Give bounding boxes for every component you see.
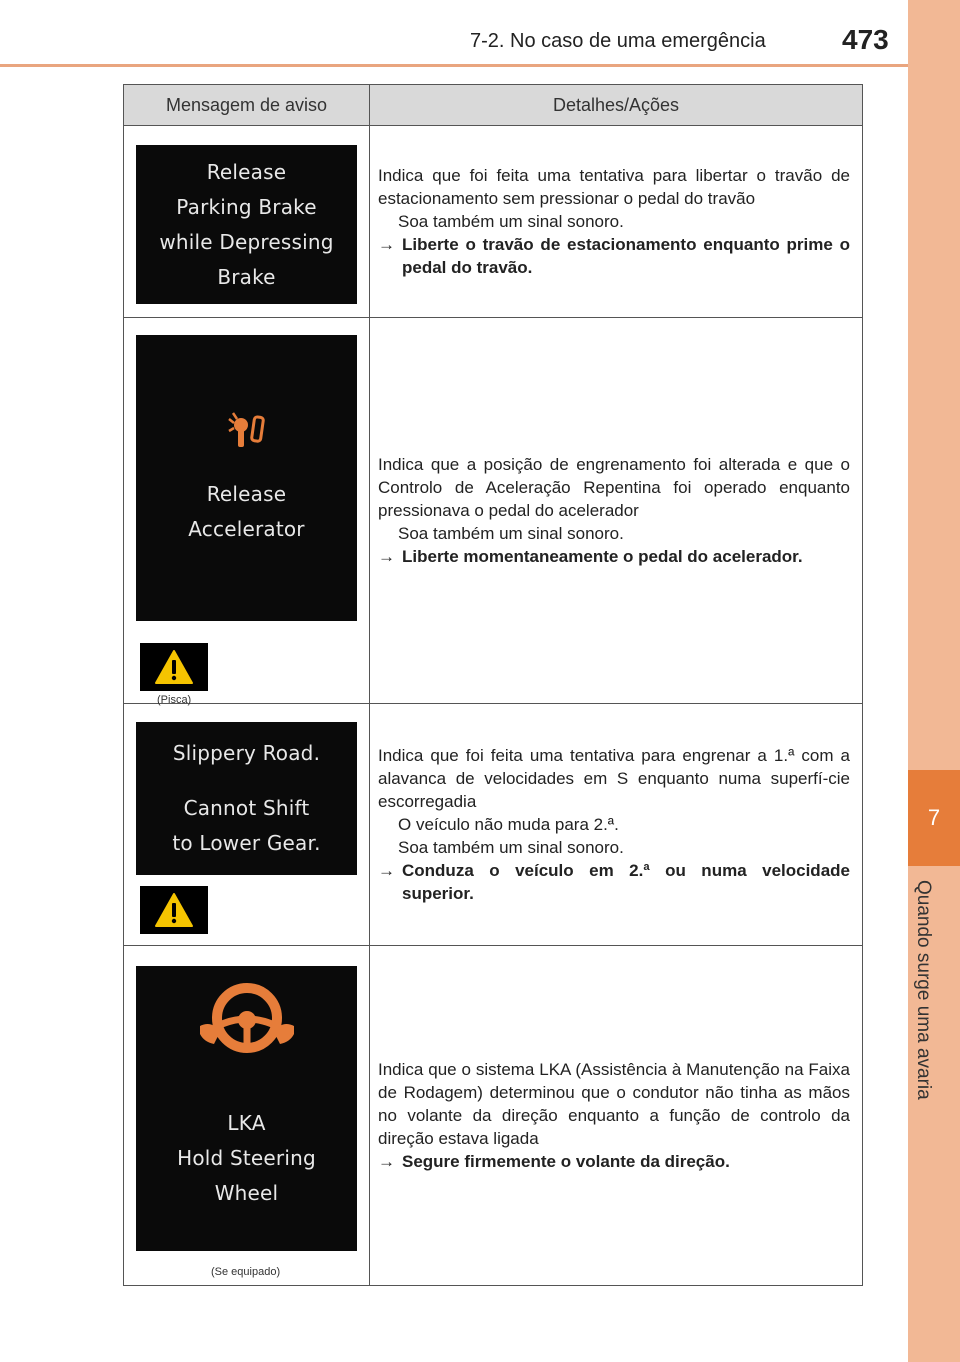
screen-line: Hold Steering [177, 1146, 316, 1170]
screen-line: Parking Brake [176, 194, 317, 219]
arrow-icon: → [378, 235, 395, 254]
caption: (Pisca) [157, 694, 192, 706]
message-cell [124, 126, 370, 318]
table-row [124, 946, 863, 1286]
details-cell [370, 318, 863, 704]
caption: (Se equipado) [211, 1266, 281, 1278]
details-cell [370, 946, 863, 1286]
screen-line: to Lower Gear. [172, 831, 321, 855]
screen-line: Release [206, 482, 287, 506]
description: Indica que foi feita uma tentativa para engrenar a 1.ª com a alavanca de velocidades em S enquanto numa superfí-cie escorregadia [378, 746, 850, 811]
chapter-number: 7 [927, 805, 941, 830]
note: Soa também um sinal sonoro. [398, 838, 624, 857]
warning-table [123, 84, 863, 1286]
screen-line: Accelerator [188, 517, 305, 541]
description: Indica que a posição de engrenamento foi alterada e que o Controlo de Aceleração Repentina foi operado enquanto pressionava o pedal do acelerador [378, 455, 850, 520]
warning-light [140, 643, 208, 691]
description: Indica que foi feita uma tentativa para libertar o travão de estacionamento sem pressionar o pedal do travão [378, 166, 850, 208]
display-screen [136, 335, 357, 621]
screen-line: Brake [217, 264, 276, 289]
message-cell [124, 704, 370, 946]
table-header-row [124, 85, 863, 126]
note: Soa também um sinal sonoro. [398, 212, 624, 231]
display-screen [136, 722, 357, 875]
table-row [124, 126, 863, 318]
chapter-title: Quando surge uma avaria [913, 880, 934, 1100]
details-cell [370, 704, 863, 946]
arrow-icon: → [378, 547, 395, 566]
details-cell [370, 126, 863, 318]
screen-line: Wheel [214, 1181, 279, 1205]
description: Indica que o sistema LKA (Assistência à Manutenção na Faixa de Rodagem) determinou que o condutor não tinha as mãos no volante da direção enquanto a função de controlo da direção estava ligada [378, 1060, 850, 1148]
chapter-tab[interactable] [908, 770, 960, 866]
screen-line: while Depressing [159, 229, 334, 254]
display-screen [136, 145, 357, 304]
warning-triangle-icon [154, 649, 194, 685]
steering-wheel-hands-icon [192, 976, 302, 1066]
side-band [908, 0, 960, 1362]
screen-line: Cannot Shift [183, 796, 310, 820]
table-row [124, 318, 863, 704]
col-header-details: Detalhes/Ações [370, 85, 863, 126]
arrow-icon: → [378, 861, 395, 880]
display-screen [136, 966, 357, 1251]
note: O veículo não muda para 2.ª. [398, 815, 619, 834]
action: → Liberte o travão de estacionamento enquanto prime o pedal do travão. [378, 235, 850, 277]
warning-light [140, 886, 208, 934]
col-header-message: Mensagem de aviso [124, 85, 370, 126]
warning-triangle-icon [154, 892, 194, 928]
message-cell [124, 318, 370, 704]
screen-line: Slippery Road. [172, 741, 321, 765]
sudden-acceleration-icon [227, 409, 267, 455]
message-cell [124, 946, 370, 1286]
screen-line: LKA [227, 1111, 266, 1135]
screen-line: Release [206, 159, 287, 184]
action: → Conduza o veículo em 2.ª ou numa velocidade superior. [378, 861, 850, 903]
header-rule [0, 64, 908, 67]
table-row [124, 704, 863, 946]
page-number: 473 [842, 24, 889, 55]
arrow-icon: → [378, 1152, 395, 1171]
action: → Segure firmemente o volante da direção. [378, 1152, 730, 1171]
action: → Liberte momentaneamente o pedal do acelerador. [378, 547, 803, 566]
section-title: 7-2. No caso de uma emergência [470, 30, 766, 52]
note: Soa também um sinal sonoro. [398, 524, 624, 543]
